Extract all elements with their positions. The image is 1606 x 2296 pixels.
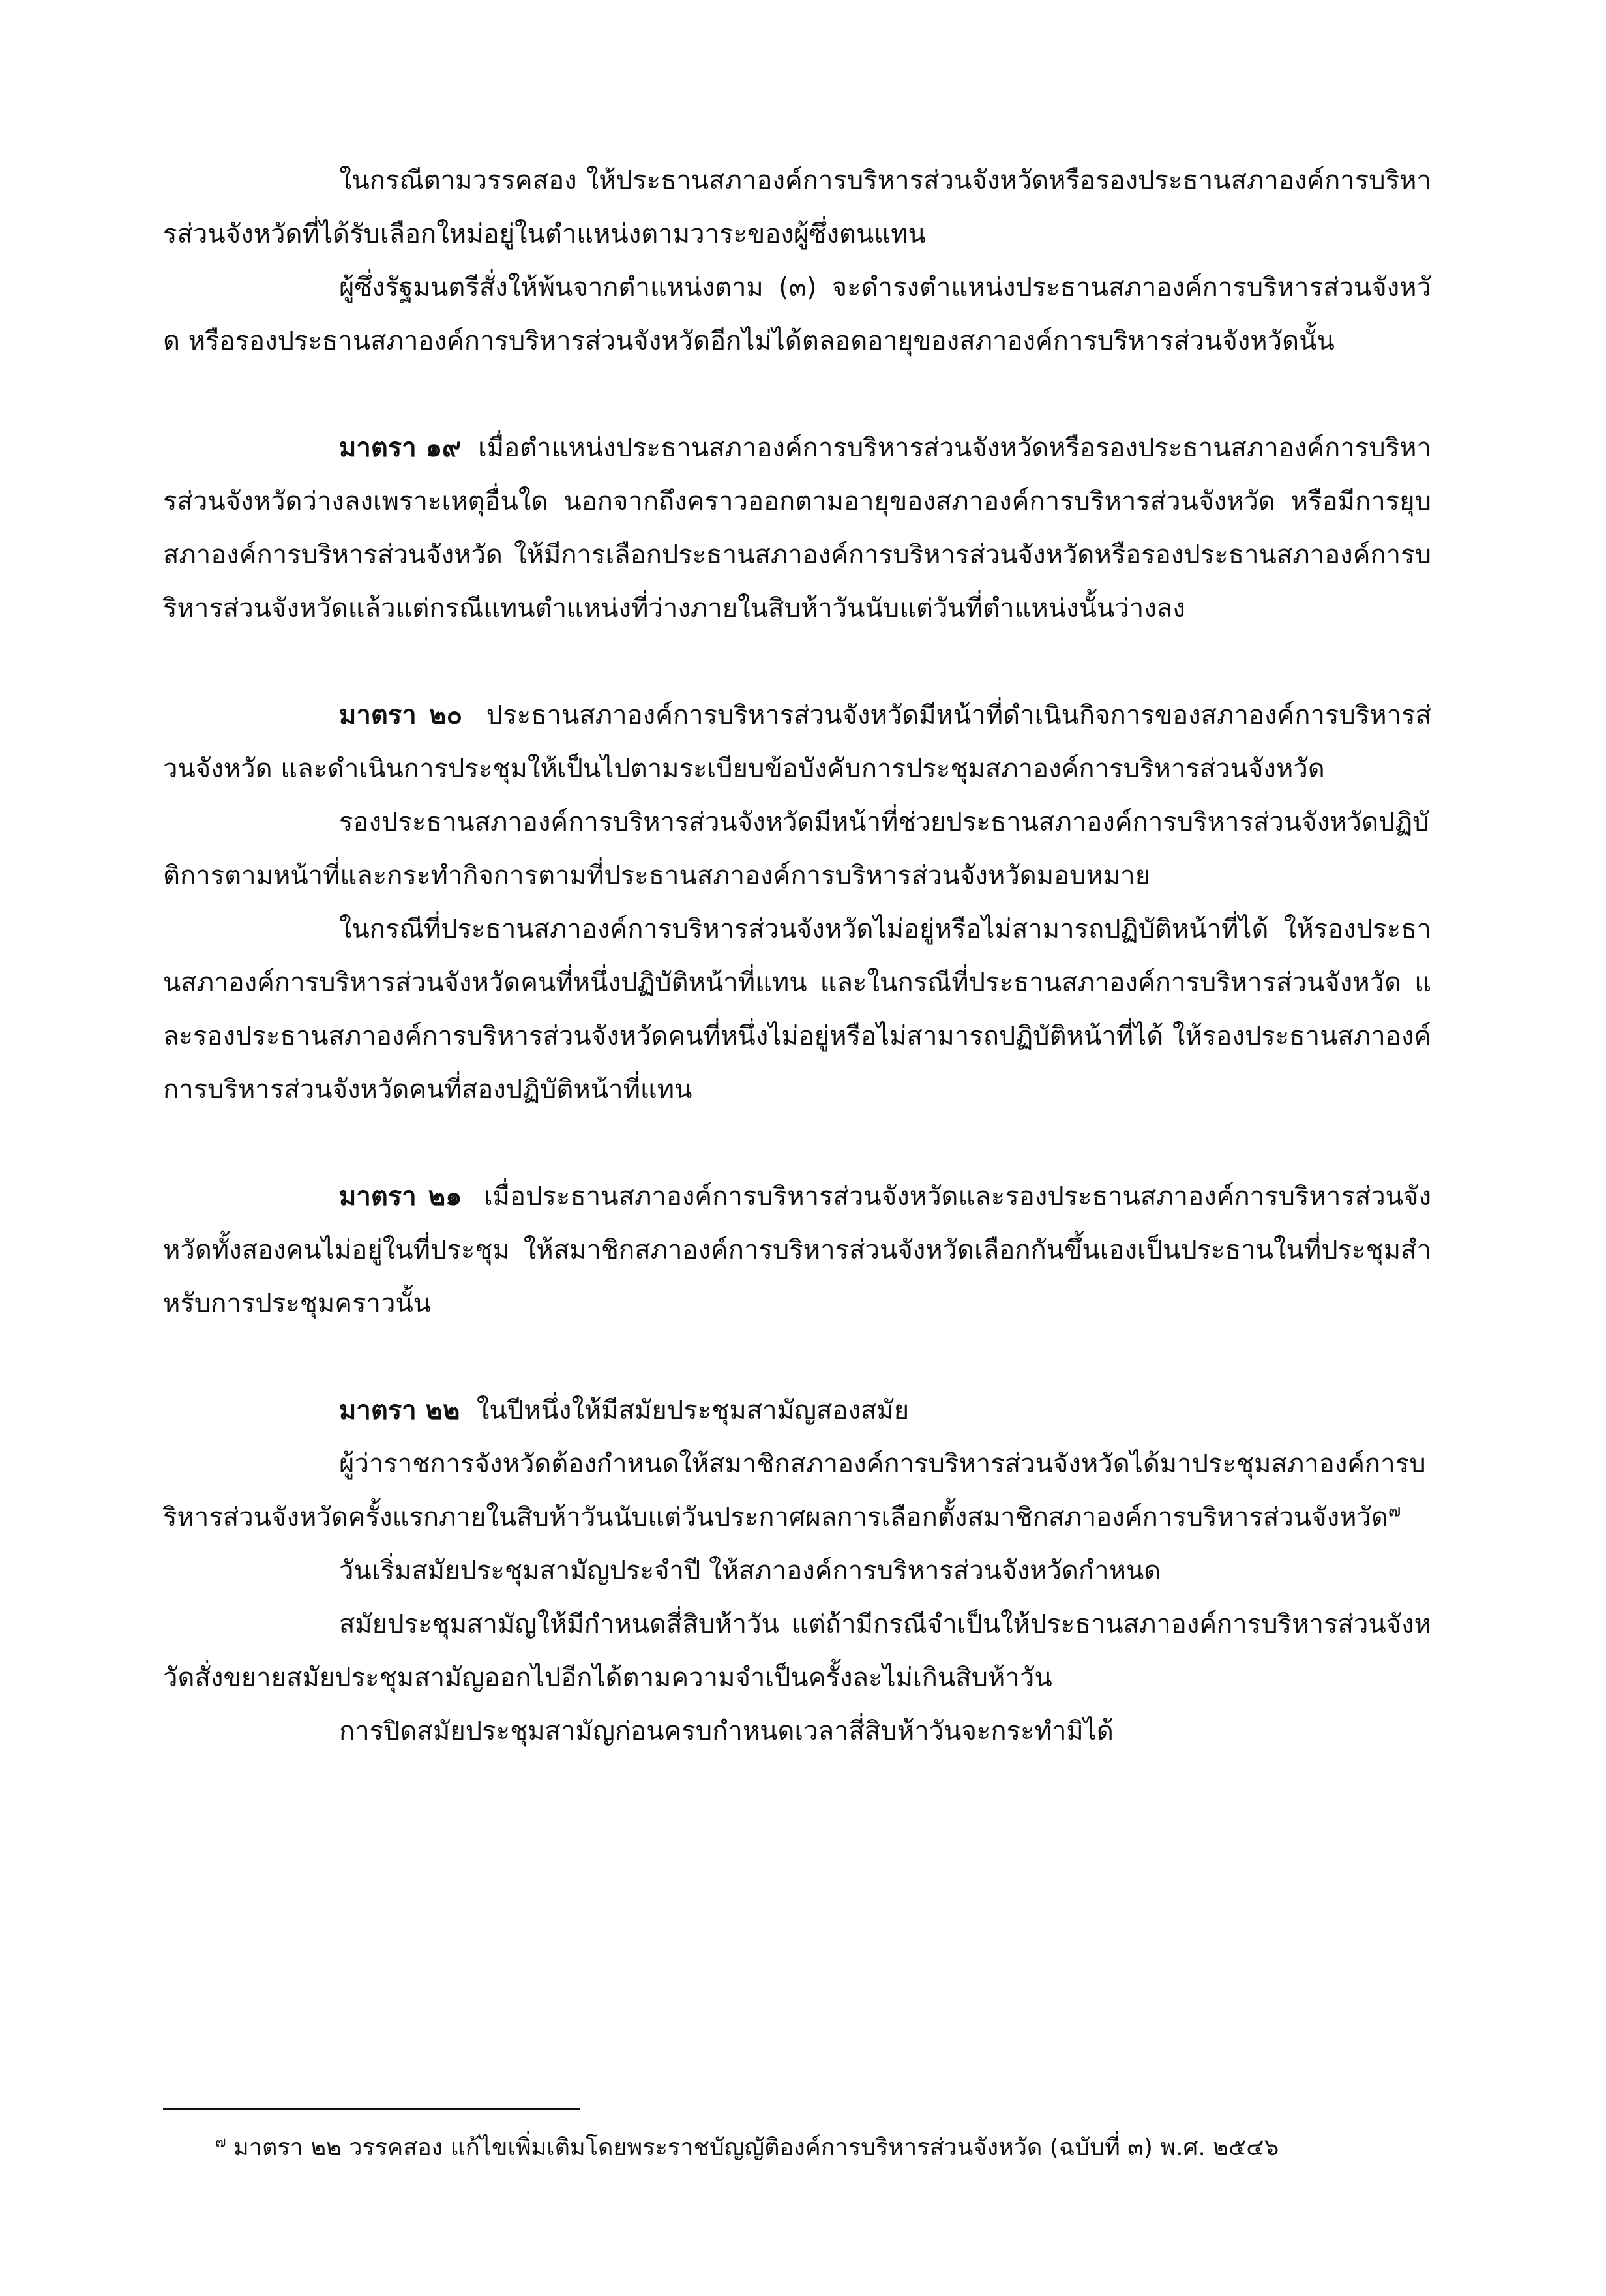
footnote-mark: ๗: [215, 2134, 226, 2151]
paragraph-top-2: ผู้ซึ่งรัฐมนตรีสั่งให้พ้นจากตำแหน่งตาม (๓) จะดำรงตำแหน่งประธานสภาองค์การบริหารส่วนจังหวัด หรือรองประธานสภาองค์การบริหารส่วนจังหวัดอีกไม่ได้ตลอดอายุของสภาองค์การบริหารส่วนจังหวัดนั้น: [163, 273, 1431, 356]
document-body: [163, 154, 1431, 1758]
footnote-divider: [163, 2108, 580, 2110]
section-21: [163, 1170, 1431, 1330]
section-20-paragraph-3: ในกรณีที่ประธานสภาองค์การบริหารส่วนจังหวัดไม่อยู่หรือไม่สามารถปฏิบัติหน้าที่ได้ ให้รองประธานสภาองค์การบริหารส่วนจังหวัดคนที่หนึ่งปฏิบัติหน้าที่แทน และในกรณีที่ประธานสภาองค์การบริหารส่วนจังหวัด และรองประธานสภาองค์การบริหารส่วนจังหวัดคนที่หนึ่งไม่อยู่หรือไม่สามารถปฏิบัติหน้าที่ได้ ให้รองประธานสภาองค์การบริหารส่วนจังหวัดคนที่สองปฏิบัติหน้าที่แทน: [163, 914, 1431, 1105]
section-19-text: เมื่อตำแหน่งประธานสภาองค์การบริหารส่วนจังหวัดหรือรองประธานสภาองค์การบริหารส่วนจังหวัดว่างลงเพราะเหตุอื่นใด นอกจากถึงคราวออกตามอายุของสภาองค์การบริหารส่วนจังหวัด หรือมีการยุบสภาองค์การบริหารส่วนจังหวัด ให้มีการเลือกประธานสภาองค์การบริหารส่วนจังหวัดหรือรองประธานสภาองค์การบริหารส่วนจังหวัดแล้วแต่กรณีแทนตำแหน่งที่ว่างภายในสิบห้าวันนับแต่วันที่ตำแหน่งนั้นว่างลง: [163, 433, 1431, 623]
section-20-paragraph-2: รองประธานสภาองค์การบริหารส่วนจังหวัดมีหน้าที่ช่วยประธานสภาองค์การบริหารส่วนจังหวัดปฏิบัติการตามหน้าที่และกระทำกิจการตามที่ประธานสภาองค์การบริหารส่วนจังหวัดมอบหมาย: [163, 807, 1429, 891]
section-20-text: ประธานสภาองค์การบริหารส่วนจังหวัดมีหน้าที่ดำเนินกิจการของสภาองค์การบริหารส่วนจังหวัด และดำเนินการประชุมให้เป็นไปตามระเบียบข้อบังคับการประชุมสภาองค์การบริหารส่วนจังหวัด: [163, 700, 1431, 784]
footnote-reference-mark[interactable]: ๗: [1388, 1501, 1401, 1521]
section-19: [163, 421, 1431, 635]
section-22-paragraph-2-text: ผู้ว่าราชการจังหวัดต้องกำหนดให้สมาชิกสภาองค์การบริหารส่วนจังหวัดได้มาประชุมสภาองค์การบริหารส่วนจังหวัดครั้งแรกภายในสิบห้าวันนับแต่วันประกาศผลการเลือกตั้งสมาชิกสภาองค์การบริหารส่วนจังหวัด: [163, 1449, 1426, 1532]
paragraph-top-1: ในกรณีตามวรรคสอง ให้ประธานสภาองค์การบริหารส่วนจังหวัดหรือรองประธานสภาองค์การบริหารส่วนจังหวัดที่ได้รับเลือกใหม่อยู่ในตำแหน่งตามวาระของผู้ซึ่งตนแทน: [163, 166, 1431, 249]
section-22-paragraph-5: การปิดสมัยประชุมสามัญก่อนครบกำหนดเวลาสี่สิบห้าวันจะกระทำมิได้: [339, 1716, 1114, 1746]
section-22-paragraph-3: วันเริ่มสมัยประชุมสามัญประจำปี ให้สภาองค์การบริหารส่วนจังหวัดกำหนด: [339, 1556, 1161, 1586]
section-19-label: มาตรา ๑๙: [339, 433, 462, 463]
section-22-text: ในปีหนึ่งให้มีสมัยประชุมสามัญสองสมัย: [476, 1395, 910, 1425]
section-22-label: มาตรา ๒๒: [339, 1395, 460, 1425]
footnote-text: มาตรา ๒๒ วรรคสอง แก้ไขเพิ่มเติมโดยพระราชบัญญัติองค์การบริหารส่วนจังหวัด (ฉบับที่ ๓) พ.ศ. ๒๕๔๖: [233, 2134, 1279, 2161]
section-21-label: มาตรา ๒๑: [339, 1182, 462, 1212]
section-22-paragraph-4: สมัยประชุมสามัญให้มีกำหนดสี่สิบห้าวัน แต่ถ้ามีกรณีจำเป็นให้ประธานสภาองค์การบริหารส่วนจังหวัดสั่งขยายสมัยประชุมสามัญออกไปอีกได้ตามความจำเป็นครั้งละไม่เกินสิบห้าวัน: [163, 1609, 1431, 1693]
section-20: [163, 689, 1431, 796]
section-21-text: เมื่อประธานสภาองค์การบริหารส่วนจังหวัดและรองประธานสภาองค์การบริหารส่วนจังหวัดทั้งสองคนไม่อยู่ในที่ประชุม ให้สมาชิกสภาองค์การบริหารส่วนจังหวัดเลือกกันขึ้นเองเป็นประธานในที่ประชุมสำหรับการประชุมคราวนั้น: [163, 1182, 1431, 1319]
section-22: [163, 1384, 1431, 1437]
section-20-label: มาตรา ๒๐: [339, 700, 463, 730]
footnote: [215, 2130, 1431, 2166]
section-22-paragraph-2: [163, 1437, 1431, 1544]
